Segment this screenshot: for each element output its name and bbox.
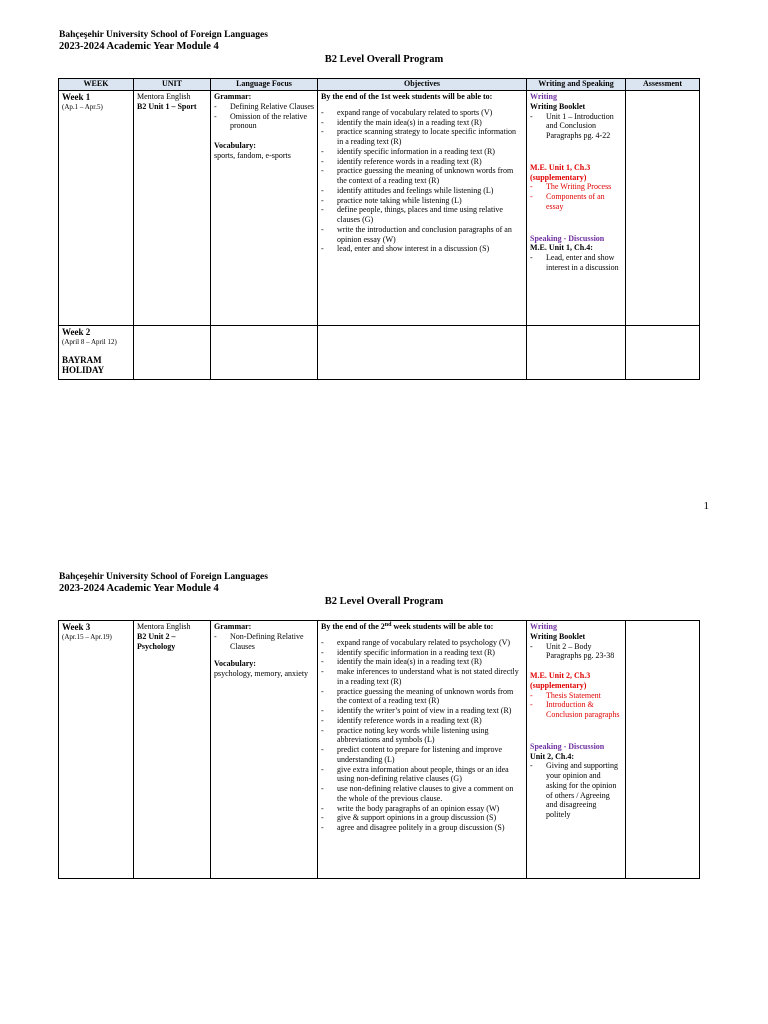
list-item: - Omission of the relative pronoun — [214, 112, 314, 132]
language-focus-cell — [211, 621, 318, 879]
list-item: - practice scanning strategy to locate specific information in a reading text (R) — [321, 127, 523, 147]
unit-cell — [134, 91, 211, 326]
objectives-list — [321, 108, 523, 254]
list-item: - define people, things, places and time using relative clauses (G) — [321, 205, 523, 225]
me-list — [530, 691, 622, 720]
list-item: - write the introduction and conclusion paragraphs of an opinion essay (W) — [321, 225, 523, 245]
program-table — [58, 620, 700, 879]
unit-book: Mentora English — [137, 622, 191, 631]
assessment-cell — [626, 621, 700, 879]
list-item: - Lead, enter and show interest in a discussion — [530, 253, 622, 273]
program-table — [58, 78, 700, 380]
writing-speaking-cell — [527, 621, 626, 879]
speaking-reference: M.E. Unit 1, Ch.4: — [530, 243, 593, 253]
speaking-heading: Speaking - Discussion — [530, 741, 605, 751]
list-item: - Components of an essay — [530, 192, 622, 212]
vocabulary-label: Vocabulary: — [214, 659, 256, 669]
list-item: - predict content to prepare for listening and improve understanding (L) — [321, 745, 523, 765]
list-item: - lead, enter and show interest in a discussion (S) — [321, 244, 523, 254]
table-row-week-1 — [59, 91, 700, 326]
column-header: Objectives — [318, 79, 527, 91]
vocabulary-label: Vocabulary: — [214, 141, 256, 150]
writing-heading: Writing — [530, 92, 557, 101]
column-header: Assessment — [626, 79, 700, 91]
objectives-list — [321, 638, 523, 833]
institution-name: Bahçeşehir University School of Foreign Languages — [59, 30, 268, 40]
week-dates: (Apr.15 – Apr.19) — [62, 632, 112, 641]
writing-booklet-label: Writing Booklet — [530, 101, 586, 111]
academic-year: 2023-2024 Academic Year Module 4 — [59, 41, 219, 52]
column-header: Language Focus — [211, 79, 318, 91]
list-item: - practice guessing the meaning of unknown words from the context of a reading text (R) — [321, 687, 523, 707]
table-row-week-2 — [59, 326, 700, 380]
week-cell — [59, 326, 134, 380]
list-item: - The Writing Process — [530, 182, 622, 192]
unit-name: B2 Unit 1 – Sport — [137, 101, 197, 111]
speaking-reference: Unit 2, Ch.4: — [530, 751, 575, 761]
institution-name: Bahçeşehir University School of Foreign Languages — [59, 572, 268, 582]
list-item: - give extra information about people, things or an idea using non-defining relative clauses (G) — [321, 765, 523, 785]
column-header: Writing and Speaking — [527, 79, 626, 91]
unit-cell — [134, 326, 211, 380]
unit-book: Mentora English — [137, 92, 191, 101]
list-item: - identify reference words in a reading text (R) — [321, 716, 523, 726]
list-item: - agree and disagree politely in a group discussion (S) — [321, 823, 523, 833]
assessment-cell — [626, 326, 700, 380]
writing-speaking-cell — [527, 326, 626, 380]
academic-year: 2023-2024 Academic Year Module 4 — [59, 583, 219, 594]
writing-speaking-cell — [527, 91, 626, 326]
list-item: - Unit 2 – Body Paragraphs pg. 23-38 — [530, 642, 622, 662]
program-title: B2 Level Overall Program — [324, 54, 444, 65]
list-item: - Defining Relative Clauses — [214, 102, 314, 112]
list-item: - identify attitudes and feelings while listening (L) — [321, 186, 523, 196]
grammar-label: Grammar: — [214, 622, 252, 631]
speaking-list — [530, 761, 622, 820]
table-row-week-3 — [59, 621, 700, 879]
list-item: - use non-defining relative clauses to give a comment on the whole of the previous clause. — [321, 784, 523, 804]
objectives-cell — [318, 91, 527, 326]
language-focus-cell — [211, 91, 318, 326]
grammar-list — [214, 632, 314, 652]
list-item: - Introduction & Conclusion paragraphs — [530, 700, 622, 720]
list-item: - Unit 1 – Introduction and Conclusion Paragraphs pg. 4-22 — [530, 112, 622, 141]
booklet-list — [530, 642, 622, 662]
assessment-cell — [626, 91, 700, 326]
list-item: - give & support opinions in a group discussion (S) — [321, 813, 523, 823]
page-number: 1 — [703, 500, 709, 512]
list-item: - identify the writer’s point of view in a reading text (R) — [321, 706, 523, 716]
grammar-list — [214, 102, 314, 131]
holiday-note: BAYRAM HOLIDAY — [62, 354, 105, 376]
column-header: WEEK — [59, 79, 134, 91]
writing-booklet-label: Writing Booklet — [530, 631, 586, 641]
week-label: Week 2 — [62, 327, 91, 337]
list-item: - identify the main idea(s) in a reading text (R) — [321, 118, 523, 128]
list-item: - practice guessing the meaning of unknown words from the context of a reading text (R) — [321, 166, 523, 186]
list-item: - identify reference words in a reading text (R) — [321, 157, 523, 167]
vocabulary-text: sports, fandom, e-sports — [214, 150, 291, 160]
list-item: - practice noting key words while listening using abbreviations and symbols (L) — [321, 726, 523, 746]
list-item: - make inferences to understand what is not stated directly in a reading text (R) — [321, 667, 523, 687]
list-item: - practice note taking while listening (L) — [321, 196, 523, 206]
table-header-row — [59, 79, 700, 91]
speaking-list — [530, 253, 622, 273]
program-title: B2 Level Overall Program — [324, 596, 444, 607]
objectives-lead: By the end of the 2nd week students will be able to: — [321, 622, 494, 631]
list-item: - Giving and supporting your opinion and asking for the opinion of others / Agreeing and disagreeing politely — [530, 761, 622, 820]
list-item: - expand range of vocabulary related to psychology (V) — [321, 638, 523, 648]
week-cell — [59, 91, 134, 326]
list-item: - identify specific information in a reading text (R) — [321, 147, 523, 157]
vocabulary-text: psychology, memory, anxiety — [214, 669, 309, 678]
objectives-lead: By the end of the 1st week students will be able to: — [321, 92, 493, 101]
me-supplementary-title: M.E. Unit 2, Ch.3 (supplementary) — [530, 671, 591, 690]
writing-heading: Writing — [530, 622, 557, 631]
unit-cell — [134, 621, 211, 879]
speaking-heading: Speaking - Discussion — [530, 233, 605, 243]
objectives-cell — [318, 621, 527, 879]
week-dates: (Ap.1 – Apr.5) — [62, 102, 103, 111]
week-label: Week 1 — [62, 92, 91, 102]
list-item: - Non-Defining Relative Clauses — [214, 632, 314, 652]
me-list — [530, 182, 622, 211]
list-item: - identify the main idea(s) in a reading text (R) — [321, 657, 523, 667]
grammar-label: Grammar: — [214, 92, 252, 101]
column-header: UNIT — [134, 79, 211, 91]
list-item: - identify specific information in a reading text (R) — [321, 648, 523, 658]
list-item: - Thesis Statement — [530, 691, 622, 701]
unit-name: B2 Unit 2 – Psychology — [137, 631, 176, 651]
list-item: - expand range of vocabulary related to sports (V) — [321, 108, 523, 118]
week-dates: (April 8 – April 12) — [62, 337, 117, 346]
me-supplementary-title: M.E. Unit 1, Ch.3 (supplementary) — [530, 162, 591, 182]
week-cell — [59, 621, 134, 879]
week-label: Week 3 — [62, 622, 91, 632]
booklet-list — [530, 112, 622, 141]
list-item: - write the body paragraphs of an opinion essay (W) — [321, 804, 523, 814]
objectives-cell — [318, 326, 527, 380]
language-focus-cell — [211, 326, 318, 380]
